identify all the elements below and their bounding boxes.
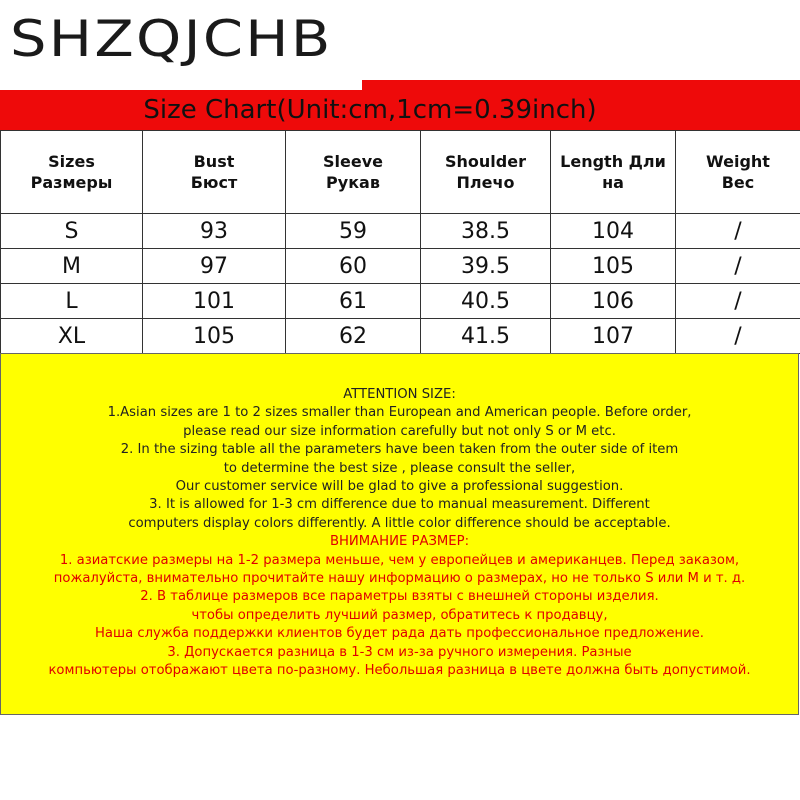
cell-sleeve: 62	[286, 319, 421, 354]
notice-line-ru: 2. В таблице размеров все параметры взяты с внешней стороны изделия.	[140, 589, 659, 605]
brand-logo: SHZQJCHB	[10, 10, 333, 68]
notice-line-en: 3. It is allowed for 1-3 cm difference due to manual measurement. Different	[149, 497, 650, 513]
notice-line-ru: компьютеры отображают цвета по-разному. Небольшая разница в цвете должна быть допустимой.	[48, 663, 751, 679]
cell-weight: /	[676, 319, 800, 354]
table-row	[1, 214, 800, 249]
header-shoulder: Shoulder Плечо	[421, 131, 551, 214]
cell-bust: 105	[143, 319, 286, 354]
size-table	[0, 130, 800, 354]
notice-line-en: computers display colors differently. A little color difference should be acceptable.	[128, 515, 671, 531]
cell-size: S	[1, 214, 143, 249]
cell-length: 107	[551, 319, 676, 354]
notice-line-en: to determine the best size , please consult the seller,	[223, 460, 576, 476]
cell-bust: 97	[143, 249, 286, 284]
cell-shoulder: 40.5	[421, 284, 551, 319]
chart-title: Size Chart(Unit:cm,1cm=0.39inch)	[143, 95, 597, 125]
header-length: Length Дли на	[551, 131, 676, 214]
cell-sleeve: 60	[286, 249, 421, 284]
notice-line-ru: Наша служба поддержки клиентов будет рада дать профессиональное предложение.	[95, 626, 704, 642]
notice-line-en: ATTENTION SIZE:	[343, 387, 456, 402]
cell-sleeve: 61	[286, 284, 421, 319]
cell-size: M	[1, 249, 143, 284]
cell-sleeve: 59	[286, 214, 421, 249]
cell-size: XL	[1, 319, 143, 354]
notice-line-ru: 1. азиатские размеры на 1-2 размера меньше, чем у европейцев и американцев. Перед заказом,	[59, 552, 740, 568]
notice-line-ru: ВНИМАНИЕ РАЗМЕР:	[329, 534, 470, 550]
header-weight: Weight Вес	[676, 131, 800, 214]
cell-length: 106	[551, 284, 676, 319]
cell-shoulder: 38.5	[421, 214, 551, 249]
cell-length: 104	[551, 214, 676, 249]
notice-line-ru: чтобы определить лучший размер, обратитесь к продавцу,	[191, 607, 608, 623]
header-sizes: Sizes Размеры	[1, 131, 143, 214]
cell-bust: 101	[143, 284, 286, 319]
cell-shoulder: 41.5	[421, 319, 551, 354]
attention-notice	[0, 353, 799, 715]
title-bar	[0, 90, 800, 131]
notice-line-ru: пожалуйста, внимательно прочитайте нашу информацию о размерах, но не только S или M и т. д.	[53, 571, 746, 587]
header-bust: Bust Бюст	[143, 131, 286, 214]
cell-length: 105	[551, 249, 676, 284]
table-row	[1, 319, 800, 354]
header-sleeve: Sleeve Рукав	[286, 131, 421, 214]
cell-weight: /	[676, 214, 800, 249]
cell-shoulder: 39.5	[421, 249, 551, 284]
notice-line-ru: 3. Допускается разница в 1-3 см из-за ручного измерения. Разные	[167, 644, 632, 660]
table-row	[1, 249, 800, 284]
cell-size: L	[1, 284, 143, 319]
notice-line-en: Our customer service will be glad to give a professional suggestion.	[175, 479, 624, 495]
table-row	[1, 284, 800, 319]
table-header-row	[1, 131, 800, 214]
cell-bust: 93	[143, 214, 286, 249]
cell-weight: /	[676, 284, 800, 319]
notice-line-en: 2. In the sizing table all the parameters have been taken from the outer side of item	[120, 442, 679, 458]
notice-line-en: please read our size information carefully but not only S or M etc.	[183, 423, 616, 439]
notice-line-en: 1.Asian sizes are 1 to 2 sizes smaller than European and American people. Before order,	[107, 405, 692, 421]
cell-weight: /	[676, 249, 800, 284]
